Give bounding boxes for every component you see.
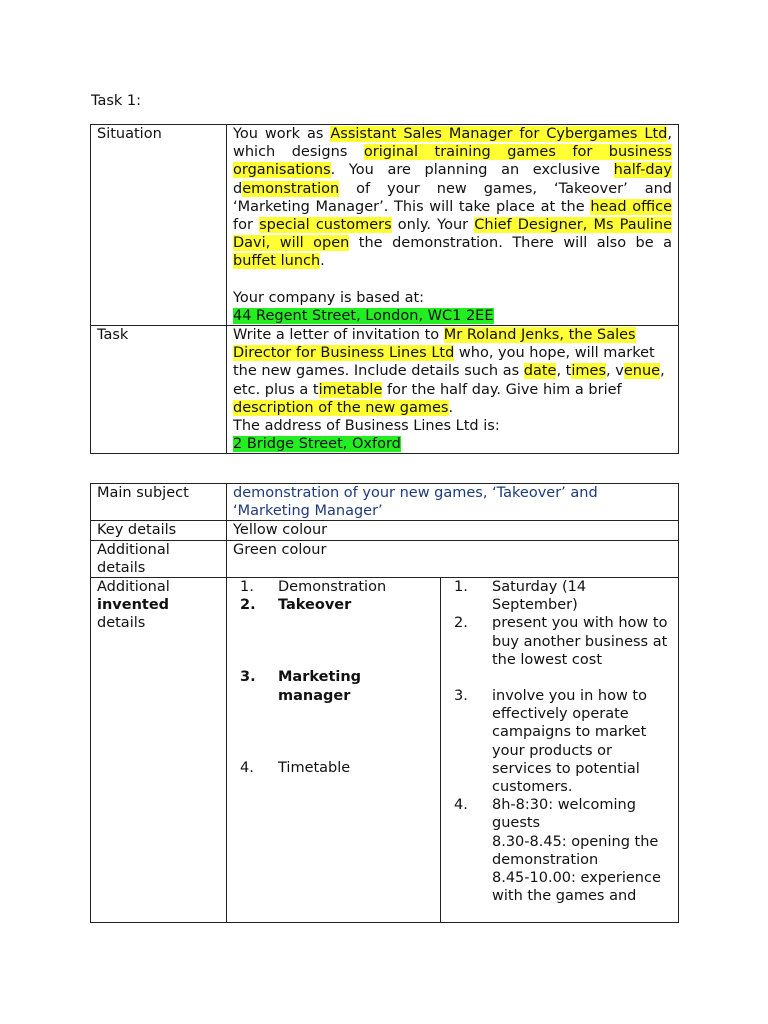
main-subject-label: Main subject bbox=[91, 484, 227, 521]
list-item: 2. Takeover bbox=[240, 597, 352, 614]
situation-paragraph: You work as Assistant Sales Manager for Cybergames Ltd, which designs original training games for business organisations. You are planning an exclusive half-day demonstration of your new games, ‘Takeover’ and ‘Marketing Manager’. This will take place at the head office for special customers only. Your Chief Designer, Ms Pauline Davi, will open the demonstration. There will also be a buffet lunch. bbox=[233, 126, 673, 270]
situation-text bbox=[227, 125, 679, 326]
list-item: 2. present you with how to buy another business at the lowest cost bbox=[454, 615, 668, 668]
highlight-key-detail: head office bbox=[590, 198, 672, 215]
highlight-key-detail: special customers bbox=[259, 217, 392, 234]
list-item: 4. 8h-8:30: welcoming guests bbox=[454, 797, 636, 832]
highlight-key-detail: Davi, will open bbox=[233, 235, 350, 252]
invented-details-row bbox=[91, 578, 679, 923]
situation-row bbox=[91, 125, 679, 326]
details-table bbox=[90, 483, 679, 923]
items-cell bbox=[227, 578, 441, 923]
highlight-key-detail: date bbox=[523, 363, 557, 380]
list-item: 1. Demonstration bbox=[240, 579, 387, 596]
highlight-key-detail: Assistant Sales Manager for Cybergames Ltd bbox=[330, 126, 668, 142]
highlight-key-detail: emonstration bbox=[242, 180, 340, 197]
task-table bbox=[90, 124, 679, 454]
list-item: 3. involve you in how to effectively operate campaigns to market your products or services to potential customers. bbox=[454, 688, 647, 796]
additional-details-row bbox=[91, 540, 679, 577]
details-cell bbox=[441, 578, 679, 923]
company-address: 44 Regent Street, London, WC1 2EE bbox=[233, 307, 494, 324]
highlight-key-detail: buffet lunch bbox=[233, 253, 321, 270]
list-item: 1. Saturday (14 September) bbox=[454, 579, 587, 614]
additional-details-label: Additional details bbox=[91, 540, 227, 577]
task-paragraph: Write a letter of invitation to Mr Roland Jenks, the Sales Director for Business Lines Ltd who, you hope, will market the new games. Include details such as date, times, venue, etc. plus a timetable for the half day. Give him a brief description of the new games. bbox=[233, 327, 665, 416]
task-label: Task bbox=[91, 326, 227, 454]
highlight-key-detail: imes bbox=[571, 363, 607, 380]
recipient-address: 2 Bridge Street, Oxford bbox=[233, 436, 401, 453]
key-details-label: Key details bbox=[91, 521, 227, 540]
highlight-key-detail: Chief Designer, Ms Pauline bbox=[474, 217, 672, 234]
items-list bbox=[233, 578, 434, 777]
details-list bbox=[447, 578, 672, 905]
company-based-label: Your company is based at: bbox=[233, 289, 425, 306]
additional-details-value: Green colour bbox=[227, 540, 679, 577]
task-heading: Task 1: bbox=[91, 93, 142, 109]
task-text bbox=[227, 326, 679, 454]
highlight-key-detail: half-day bbox=[613, 162, 672, 179]
situation-label: Situation bbox=[91, 125, 227, 326]
list-item: 8.30-8.45: opening the demonstration bbox=[492, 833, 659, 868]
key-details-value: Yellow colour bbox=[227, 521, 679, 540]
list-item: 3. Marketing manager bbox=[240, 669, 362, 704]
key-details-row bbox=[91, 521, 679, 540]
highlight-key-detail: Mr Roland Jenks, the Sales Director for Business Lines Ltd bbox=[233, 327, 636, 362]
highlight-key-detail: enue bbox=[623, 363, 661, 380]
recipient-address-label: The address of Business Lines Ltd is: bbox=[233, 418, 500, 435]
highlight-key-detail: description of the new games bbox=[233, 399, 449, 416]
list-item: 8.45-10.00: experience with the games and bbox=[492, 870, 661, 905]
highlight-key-detail: imetable bbox=[318, 381, 383, 398]
list-item: 4. Timetable bbox=[240, 759, 351, 776]
task-row bbox=[91, 326, 679, 454]
highlight-key-detail: original training games for business organisations bbox=[233, 144, 672, 179]
main-subject-value: demonstration of your new games, ‘Takeover’ and ‘Marketing Manager’ bbox=[227, 484, 679, 521]
invented-details-label: Additional invented details bbox=[91, 578, 227, 923]
main-subject-row bbox=[91, 484, 679, 521]
